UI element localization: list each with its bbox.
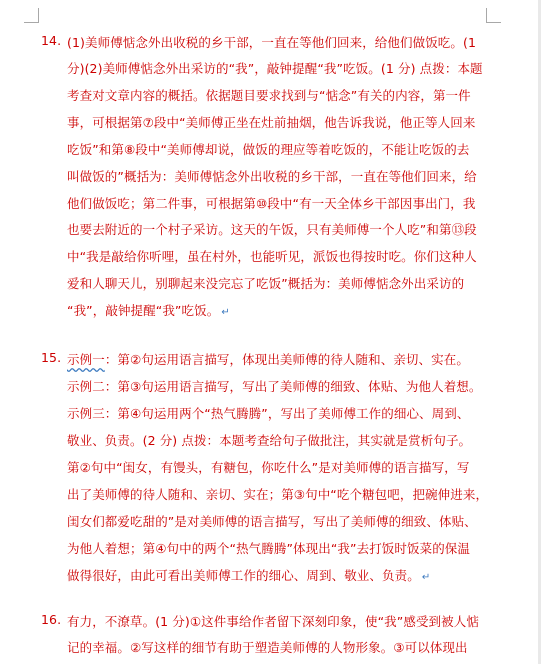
answer-line: 闺女们都爱吃甜的”是对美师傅的语言描写，写出了美师傅的细致、体贴、 <box>67 514 477 529</box>
answer-line: 有力，不潦草。(1 分)①这件事给作者留下深刻印象，使“我”感受到被人惦 <box>67 614 479 629</box>
answer-line: 考查对文章内容的概括。依据题目要求找到与“惦念”有关的内容，第一件 <box>67 88 471 103</box>
answer-number: 14. <box>41 33 62 48</box>
answer-line: 记的幸福。②写这样的细节有助于塑造美师傅的人物形象。③可以体现出 <box>67 640 468 655</box>
answer-line: 示例三：第④句运用两个“热气腾腾”，写出了美师傅工作的细心、周到、 <box>67 406 470 421</box>
answer-line: 敬业、负责。(2 分) 点拨：本题考查给句子做批注，其实就是赏析句子。 <box>67 433 472 448</box>
answer-line: 爱和人聊天儿，别聊起来没完忘了吃饭”概括为：美师傅惦念外出采访的 <box>67 276 465 291</box>
answer-line: 他们做饭吃；第二件事，可根据第⑩段中“有一天全体乡干部因事出门，我 <box>67 196 476 211</box>
answer-text: 做得很好，由此可看出美师傅工作的细心、周到、敬业、负责。 <box>67 568 420 583</box>
answer-line: 出了美师傅的待人随和、亲切、实在；第③句中“吃个糖包吧，把碗伸进来， <box>67 487 489 502</box>
answer-line: 也要去附近的一个村子采访。这天的午饭，只有美师傅一个人吃”和第⑬段 <box>67 222 477 237</box>
answer-number: 15. <box>41 350 62 365</box>
answer-line: 中“我是敲给你听哩，虽在村外，也能听见，派饭也得按时吃。你们这种人 <box>67 249 477 264</box>
answer-line: 叫做饭的”概括为：美师傅惦念外出收税的乡干部，一直在等他们回来，给 <box>67 169 477 184</box>
answer-line: 分)(2)美师傅惦念外出采访的“我”，敲钟提醒“我”吃饭。(1 分) 点拨：本题 <box>67 61 483 76</box>
answer-line: 示例二：第③句运用语言描写，写出了美师傅的细致、体贴、为他人着想。 <box>67 379 482 394</box>
answer-line: 吃饭”和第⑧段中“美师傅却说，做饭的理应等着吃饭的，不能让吃饭的去 <box>67 142 470 157</box>
answer-line: 第②句中“闺女，有馒头，有糖包，你吃什么”是对美师傅的语言描写，写 <box>67 460 470 475</box>
answer-line-last <box>67 566 430 584</box>
paragraph-mark: ↵ <box>221 307 230 318</box>
answer-line: 事，可根据第⑦段中“美师傅正坐在灶前抽烟，他告诉我说，他正等人回来 <box>67 115 476 130</box>
example-label: 示例一 <box>67 352 105 367</box>
answer-number: 16. <box>41 612 62 627</box>
answer-line-last <box>67 301 230 319</box>
paragraph-mark: ↵ <box>421 572 431 583</box>
answer-line <box>67 350 469 368</box>
answer-line: 为他人着想；第④句中的两个“热气腾腾”体现出“我”去打饭时饭菜的保温 <box>67 541 471 556</box>
margin-corner-top-left <box>24 8 39 23</box>
answer-text: “我”，敲钟提醒“我”吃饭。 <box>67 303 220 318</box>
margin-corner-top-right <box>486 8 501 23</box>
answer-line: (1)美师傅惦念外出收税的乡干部，一直在等他们回来，给他们做饭吃。(1 <box>67 35 477 50</box>
answer-text: ：第②句运用语言描写，体现出美师傅的待人随和、亲切、实在。 <box>104 352 469 367</box>
